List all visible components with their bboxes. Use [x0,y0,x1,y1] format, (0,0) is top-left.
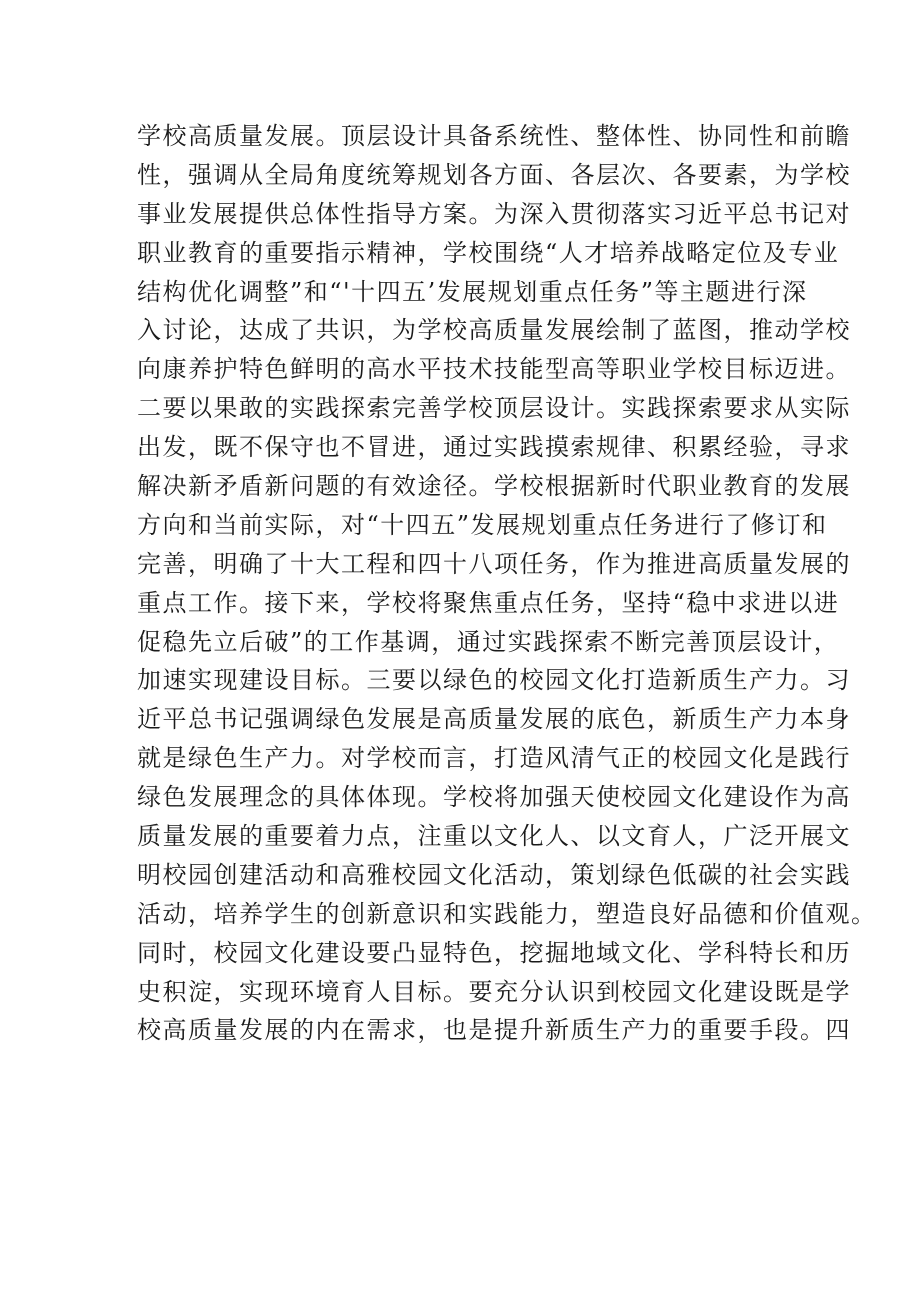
text-line: 同时，校园文化建设要凸显特色，挖掘地域文化、学科特长和历 [137,938,851,967]
text-line: 解决新矛盾新问题的有效途径。学校根据新时代职业教育的发展 [137,472,851,501]
text-line: 完善，明确了十大工程和四十八项任务，作为推进高质量发展的 [137,549,851,578]
text-line: 二要以果敢的实践探索完善学校顶层设计。实践探索要求从实际 [137,394,851,423]
text-line: 性，强调从全局角度统筹规划各方面、各层次、各要素，为学校 [137,160,851,189]
text-line: 活动，培养学生的创新意识和实践能力，塑造良好品德和价值观。 [137,899,877,928]
text-line: 明校园创建活动和高雅校园文化活动，策划绿色低碳的社会实践 [137,860,851,889]
text-line: 史积淀，实现环境育人目标。要充分认识到校园文化建设既是学 [137,977,851,1006]
text-line: 就是绿色生产力。对学校而言，打造风清气正的校园文化是践行 [137,744,851,773]
body-text [137,117,877,1050]
text-line: 入讨论，达成了共识，为学校高质量发展绘制了蓝图，推动学校 [137,316,851,345]
text-line: 加速实现建设目标。三要以绿色的校园文化打造新质生产力。习 [137,666,851,695]
text-line: 促稳先立后破”的工作基调，通过实践探索不断完善顶层设计， [137,627,840,656]
text-line: 向康养护特色鲜明的高水平技术技能型高等职业学校目标迈进。 [137,355,851,384]
text-line: 职业教育的重要指示精神，学校围绕“人才培养战略定位及专业 [137,238,840,267]
text-line: 学校高质量发展。顶层设计具备系统性、整体性、协同性和前瞻 [137,122,851,150]
text-line: 近平总书记强调绿色发展是高质量发展的底色，新质生产力本身 [137,705,851,734]
text-line: 出发，既不保守也不冒进，通过实践摸索规律、积累经验，寻求 [137,433,851,462]
text-line: 重点工作。接下来，学校将聚焦重点任务，坚持“稳中求进以进 [137,588,840,617]
text-line: 绿色发展理念的具体体现。学校将加强天使校园文化建设作为高 [137,783,851,812]
text-line: 校高质量发展的内在需求，也是提升新质生产力的重要手段。四 [137,1016,851,1045]
text-line: 事业发展提供总体性指导方案。为深入贯彻落实习近平总书记对 [137,199,851,228]
text-line: 方向和当前实际，对“十四五”发展规划重点任务进行了修订和 [137,510,828,539]
text-line: 结构优化调整”和“'十四五’发展规划重点任务”等主题进行深 [137,277,808,306]
text-line: 质量发展的重要着力点，注重以文化人、以文育人，广泛开展文 [137,822,851,851]
